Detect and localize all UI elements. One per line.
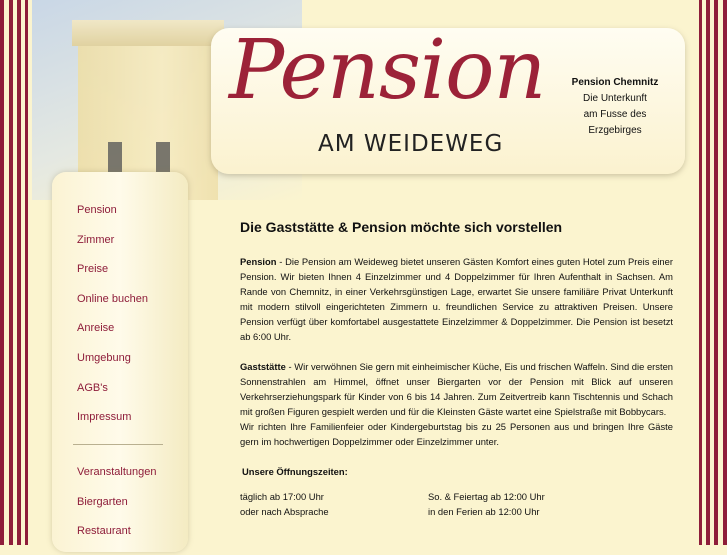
nav-item-biergarten[interactable]: Biergarten bbox=[77, 495, 128, 508]
page-heading: Die Gaststätte & Pension möchte sich vorstellen bbox=[240, 219, 563, 235]
hours-line: in den Ferien ab 12:00 Uhr bbox=[428, 506, 540, 517]
hours-column-left bbox=[240, 489, 428, 519]
pension-paragraph bbox=[240, 254, 673, 344]
nav-item-veranstaltungen[interactable]: Veranstaltungen bbox=[77, 466, 157, 478]
nav-item-zimmer[interactable]: Zimmer bbox=[77, 233, 115, 246]
tagline-line: Pension Chemnitz bbox=[571, 77, 659, 88]
header-tagline bbox=[555, 75, 675, 139]
nav-item-restaurant[interactable]: Restaurant bbox=[77, 525, 131, 538]
gaststaette-paragraph bbox=[240, 359, 673, 449]
tagline-line: Erzgebirges bbox=[588, 125, 642, 136]
main-content bbox=[240, 218, 673, 519]
logo-script[interactable]: Pension bbox=[229, 23, 546, 118]
tagline-line: Die Unterkunft bbox=[583, 93, 647, 104]
nav-item-agbs[interactable]: AGB's bbox=[77, 381, 108, 394]
left-border-stripes bbox=[0, 0, 32, 545]
pension-label: Pension bbox=[240, 256, 277, 267]
tower-cap bbox=[72, 20, 224, 46]
hours-line: täglich ab 17:00 Uhr bbox=[240, 491, 324, 502]
secondary-nav bbox=[77, 466, 157, 555]
gaststaette-label: Gaststätte bbox=[240, 361, 286, 372]
nav-item-impressum[interactable]: Impressum bbox=[77, 411, 132, 424]
hours-line: So. & Feiertag ab 12:00 Uhr bbox=[428, 491, 545, 502]
opening-hours-title: Unsere Öffnungszeiten: bbox=[242, 466, 348, 477]
gaststaette-text-2: Wir richten Ihre Familienfeier oder Kindergeburtstag bis zu 25 Personen aus und bringen Ihre Gäste gern im hochwertigen Doppelzimmer oder Einzelzimmer unter. bbox=[240, 421, 673, 447]
nav-item-anreise[interactable]: Anreise bbox=[77, 322, 115, 335]
nav-item-preise[interactable]: Preise bbox=[77, 263, 109, 276]
nav-item-umgebung[interactable]: Umgebung bbox=[77, 351, 131, 364]
nav-item-pension[interactable]: Pension bbox=[77, 204, 117, 216]
nav-item-online-buchen[interactable]: Online buchen bbox=[77, 292, 148, 305]
hours-column-right bbox=[428, 489, 616, 519]
opening-hours bbox=[240, 489, 673, 519]
nav-divider bbox=[73, 444, 163, 445]
hours-line: oder nach Absprache bbox=[240, 506, 329, 517]
right-border-stripes bbox=[695, 0, 727, 545]
pension-text: - Die Pension am Weideweg bietet unseren Gästen Komfort eines guten Hotel zum Preis einer Pension. Wir bieten Ihnen 4 Einzelzimmer und 4 Doppelzimmer für Ihren Aufenthalt in Sachsen. Am Rande von Chemnitz, in einer Verkehrsgünstigen Lage, erwartet Sie unsere familiäre Privat Unterkunft mit modern stilvoll eingerichteten Zimmern u. freundlichen Service zu attraktiven Preisen. Unsere Pension verfügt über komfortabel ausgestattete Einzelzimmer & Doppelzimmer. Die Pension ist besetzt ab 6:00 Uhr. bbox=[240, 256, 673, 342]
logo-subtitle: AM WEIDEWEG bbox=[318, 131, 504, 157]
primary-nav bbox=[77, 204, 148, 441]
tagline-line: am Fusse des bbox=[583, 109, 647, 120]
gaststaette-text: - Wir verwöhnen Sie gern mit einheimischer Küche, Eis und frischen Waffeln. Sind die ersten Sonnenstrahlen am Himmel, öffnet unser Biergarten vor der Pension mit Blick auf unseren Verkehrserziehungspark für Kinder von 6 bis 14 Jahren. Zum Zeitvertreib kann Tischtennis und Schach mit großen Figuren gespielt werden und für die Kleinsten Gäste wartet eine Spielstraße mit Bobbycars. bbox=[240, 361, 673, 417]
